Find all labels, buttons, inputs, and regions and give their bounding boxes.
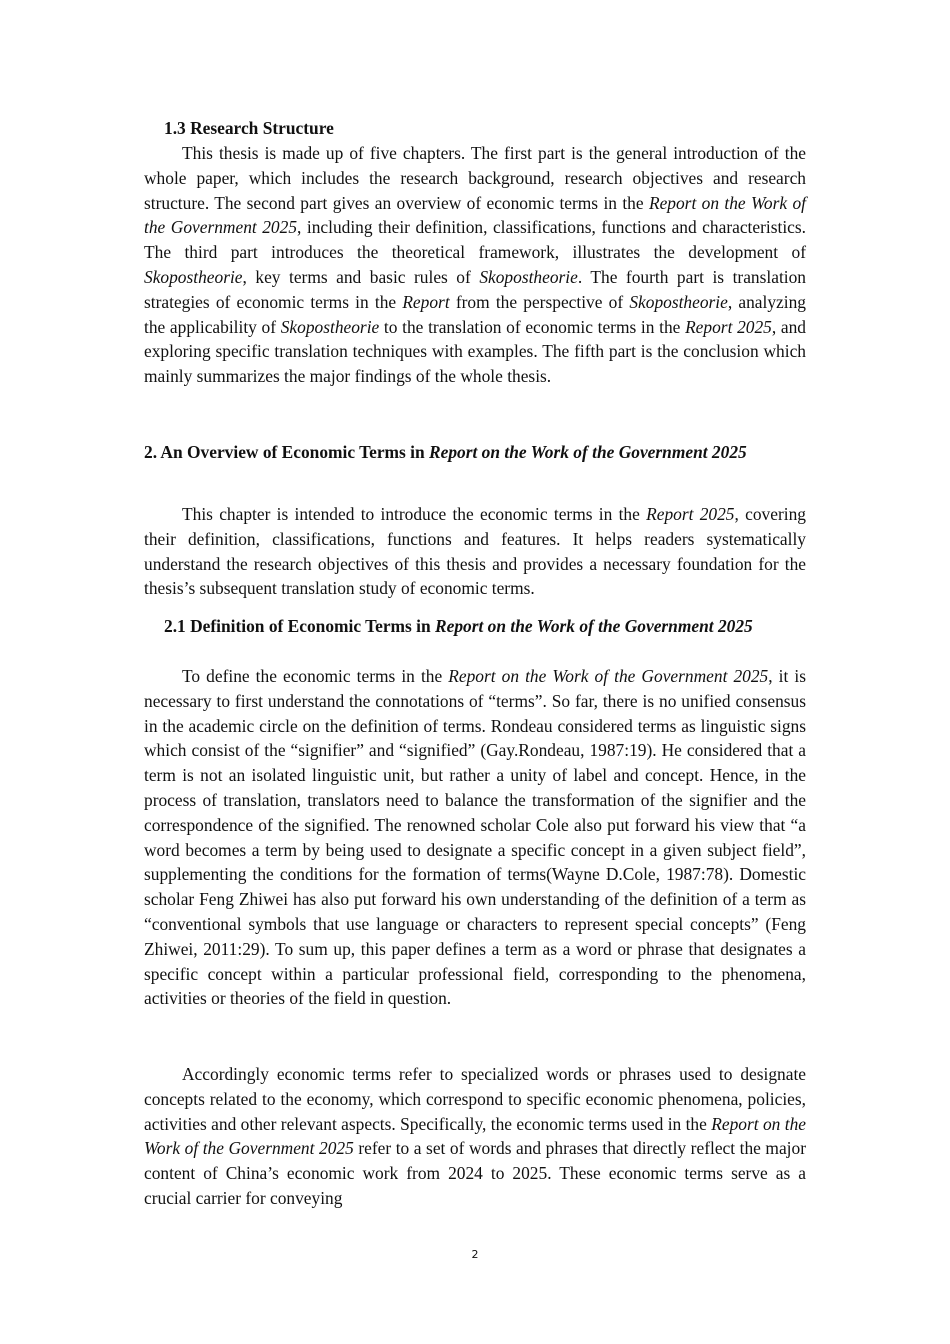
paragraph-research-structure: This thesis is made up of five chapters. The first part is the general introduction of the whole paper, which includes the research background, research objectives and research structure. The second part gives an overview of economic terms in the Report on the Work of the Government 2025, including their definition, classifications, functions and characteristics. The third part introduces the theoretical framework, illustrates the development of Skopostheorie, key terms and basic rules of Skopostheorie. The fourth part is translation strategies of economic terms in the Report from the perspective of Skopostheorie, analyzing the applicability of Skopostheorie to the translation of economic terms in the Report 2025, and exploring specific translation techniques with examples. The fifth part is the conclusion which mainly summarizes the major findings of the whole thesis. [144,143,806,387]
section-heading-1-3: 1.3 Research Structure [164,118,334,138]
paragraph-chapter-intro: This chapter is intended to introduce the economic terms in the Report 2025, covering their definition, classifications, functions and features. It helps readers systematically understand the research objectives of this thesis and provides a necessary foundation for the thesis’s subsequent translation study of economic terms. [144,504,806,599]
paragraph-economic-terms: Accordingly economic terms refer to specialized words or phrases used to designate concepts related to the economy, which correspond to specific economic phenomena, policies, activities and other relevant aspects. Specifically, the economic terms used in the Report on the Work of the Government 2025 refer to a set of words and phrases that directly reflect the major content of China’s economic work from 2024 to 2025. These economic terms serve as a crucial carrier for conveying [144,1064,806,1208]
section-heading-2-1: 2.1 Definition of Economic Terms in Report on the Work of the Government 2025 [164,616,753,636]
page-number: 2 [471,1248,479,1261]
paragraph-definition-of-terms: To define the economic terms in the Report on the Work of the Government 2025, it is necessary to first understand the connotations of “terms”. So far, there is no unified consensus in the academic circle on the definition of terms. Rondeau considered terms as linguistic signs which consist of the “signifier” and “signified” (Gay.Rondeau, 1987:19). He considered that a term is not an isolated linguistic unit, but rather a unity of label and concept. Hence, in the process of translation, translators need to balance the transformation of the signifier and the correspondence of the signified. The renowned scholar Cole also put forward his view that “a word becomes a term by being used to designate a specific concept in a given subject field”, supplementing the conditions for the formation of terms(Wayne D.Cole, 1987:78). Domestic scholar Feng Zhiwei has also put forward his own understanding of the definition of a term as “conventional symbols that use language or characters to represent special concepts” (Feng Zhiwei, 2011:29). To sum up, this paper defines a term as a word or phrase that designates a specific concept within a particular professional field, corresponding to the phenomena, activities or theories of the field in question. [144,666,806,1009]
chapter-heading-2: 2. An Overview of Economic Terms in Report on the Work of the Government 2025 [144,442,747,462]
